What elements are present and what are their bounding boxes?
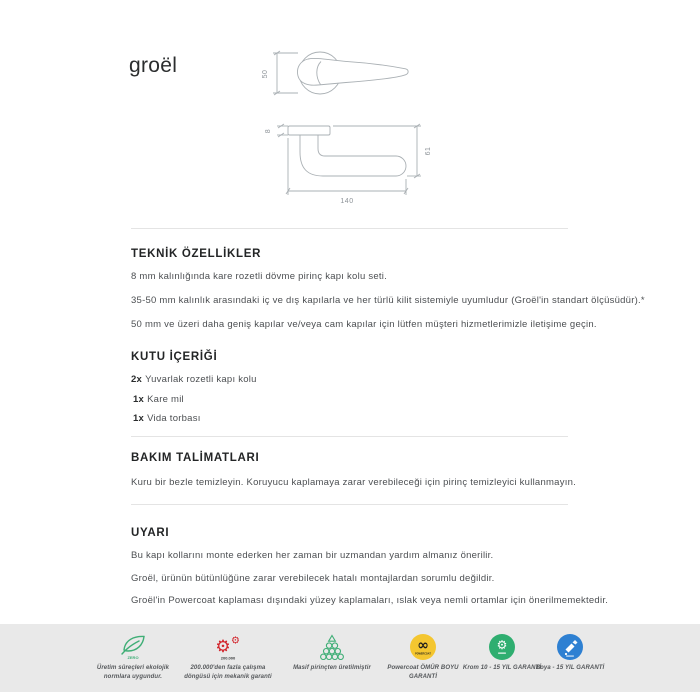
door-handle-drawing xyxy=(248,43,448,213)
divider-top xyxy=(131,228,568,229)
badge-caption: Üretim süreçleri ekolojik normlara uygundur. xyxy=(96,665,170,680)
item-qty: 1x xyxy=(133,394,145,405)
powercoat-icon-label: POWERCOAT xyxy=(415,652,431,656)
box-content-item xyxy=(133,413,201,424)
dim-plate-thickness: 8 xyxy=(265,128,272,134)
bakim-paragraph: Kuru bir bezle temizleyin. Koruyucu kaplamaya zarar verebileceği için pirinç temizleyici kullanmayın. xyxy=(131,477,577,488)
badge-eco xyxy=(85,633,181,682)
svg-text:⚙: ⚙ xyxy=(231,635,240,647)
dim-length: 140 xyxy=(340,198,354,205)
gears-icon-label: 200.000 xyxy=(220,655,236,661)
dim-front-height: 50 xyxy=(262,69,269,79)
box-content-item xyxy=(131,374,257,385)
technical-drawing xyxy=(248,43,448,213)
badge-paint-warranty xyxy=(522,633,618,673)
badge-caption: Boya - 15 YIL GARANTİ xyxy=(535,665,605,671)
badge-caption: Krom 10 - 15 YIL GARANTİ xyxy=(462,665,542,671)
item-qty: 2x xyxy=(131,374,143,385)
uyari-paragraph-3: Groël'in Powercoat kaplaması dışındaki yüzey kaplamaları, ıslak veya nemli ortamlar için önerilmemektedir. xyxy=(131,595,609,606)
badge-caption: Masif pirinçten üretilmiştir xyxy=(293,665,371,671)
section-title-teknik-ozellikler: TEKNİK ÖZELLİKLER xyxy=(131,248,262,260)
dim-side-height: 61 xyxy=(425,146,432,156)
badge-caption: 200.000'den fazla çalışma döngüsü için mekanik garanti xyxy=(184,665,272,680)
uyari-paragraph-1: Bu kapı kollarını monte ederken her zaman bir uzmandan yardım almanız önerilir. xyxy=(131,550,494,561)
item-qty: 1x xyxy=(133,413,145,424)
brass-rack-icon xyxy=(284,633,380,661)
item-label: Yuvarlak rozetli kapı kolu xyxy=(145,374,257,385)
badge-caption: Powercoat ÖMÜR BOYU GARANTİ xyxy=(387,665,459,680)
teknik-paragraph-2: 35-50 mm kalınlık arasındaki iç ve dış kapılarla ve her türlü kilit sistemiyle uyumludur (Groël'in standart ölçüsüdür).* xyxy=(131,295,645,306)
gears-icon xyxy=(180,633,276,661)
leaf-icon xyxy=(85,633,181,661)
divider-middle-2 xyxy=(131,504,568,505)
svg-text:⚙: ⚙ xyxy=(496,638,508,652)
section-title-uyari: UYARI xyxy=(131,527,170,539)
teknik-paragraph-1: 8 mm kalınlığında kare rozetli dövme pirinç kapı kolu seti. xyxy=(131,271,388,282)
section-title-bakim-talimatlari: BAKIM TALİMATLARI xyxy=(131,452,260,464)
teknik-paragraph-3: 50 mm ve üzeri daha geniş kapılar ve/veya cam kapılar için lütfen müşteri hizmetlerimizle iletişime geçin. xyxy=(131,319,597,330)
badge-mechanical-warranty xyxy=(180,633,276,682)
badge-solid-brass xyxy=(284,633,380,673)
box-content-item xyxy=(133,394,184,405)
item-label: Kare mil xyxy=(147,394,184,405)
svg-text:∞: ∞ xyxy=(417,637,429,654)
paint-seal-icon xyxy=(522,633,618,661)
divider-middle-1 xyxy=(131,436,568,437)
leaf-icon-label: ZERO xyxy=(127,655,139,660)
section-title-kutu-icerigi: KUTU İÇERİĞİ xyxy=(131,351,218,363)
uyari-paragraph-2: Groël, ürünün bütünlüğüne zarar verebilecek hatalı montajlardan sorumlu değildir. xyxy=(131,573,495,584)
item-label: Vida torbası xyxy=(147,413,201,424)
svg-text:⚙: ⚙ xyxy=(215,637,231,657)
brand-logo: groël xyxy=(129,54,178,77)
